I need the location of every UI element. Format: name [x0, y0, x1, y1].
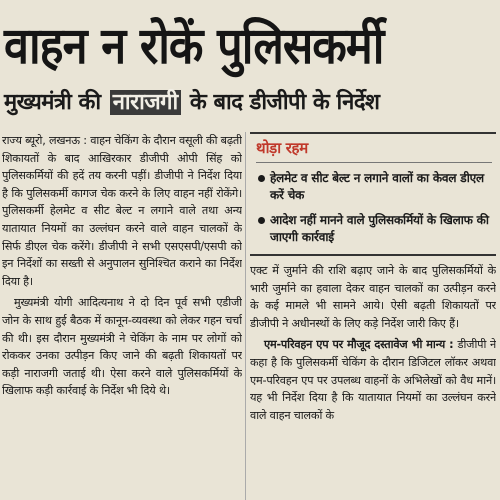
- right-subheading-paragraph: [250, 336, 496, 424]
- box-bullet-text: हेलमेट व सीट बेल्ट न लगाने वालों का केवल डीएल करें चेक: [270, 171, 484, 202]
- subhead-before: मुख्यमंत्री की: [4, 90, 101, 115]
- subhead-highlight: नाराजगी: [110, 90, 181, 115]
- headline: वाहन न रोकें पुलिसकर्मी: [4, 15, 384, 76]
- box-bullet-text: आदेश नहीं मानने वाले पुलिसकर्मियों के खिलाफ की जाएगी कार्रवाई: [270, 213, 489, 244]
- bullet-dot-icon: [258, 175, 265, 182]
- box-rule: [256, 162, 492, 163]
- column-divider: [245, 132, 246, 500]
- box-bullet: [258, 170, 492, 204]
- right-column: [250, 262, 496, 500]
- left-paragraph-2: मुख्यमंत्री योगी आदित्यनाथ ने दो दिन पूर्व सभी एडीजी जोन के साथ हुई बैठक में कानून-व्यवस्था को लेकर गहन चर्चा की थी। इस दौरान मुख्यमंत्री ने चेकिंग के नाम पर लोगों को रोककर उनका उत्पीड़न किए जाने की बढ़ती शिकायतों पर कड़ी नाराजगी जताई थी। ऐसा करने वाले पुलिसकर्मियों के खिलाफ कड़ी कार्रवाई के निर्देश भी दिये थे।: [2, 296, 242, 398]
- box-title: थोड़ा रहम: [256, 139, 308, 157]
- box-bullet: [258, 212, 492, 246]
- left-paragraph-1: राज्य ब्यूरो, लखनऊ : वाहन चेकिंग के दौरान वसूली की बढ़ती शिकायतों के बाद आखिरकार डीजीपी ओपी सिंह को पुलिसकर्मियों की हदें तय करनी पड़ीं। डीजीपी ने निर्देश दिया है कि पुलिसकर्मी कागज चेक करने के लिए वाहन नहीं रोकेंगे। पुलिसकर्मी हेलमेट व सीट बेल्ट न लगाने वाले तथा अन्य यातायात नियमों का उल्लंघन करने वाले वाहन चालकों के सिर्फ डीएल चेक करेंगे। डीजीपी ने सभी एसएसपी/एसपी को इन निर्देशों का सख्ती से अनुपालन सुनिश्चित कराने का निर्देश दिया है।: [2, 134, 242, 288]
- right-paragraph-1: एक्ट में जुर्माने की राशि बढ़ाए जाने के बाद पुलिसकर्मियों के भारी जुर्माने का हवाला देकर वाहन चालकों का उत्पीड़न करने के कई मामले भी सामने आये। ऐसी बढ़ती शिकायतों पर डीजीपी ने अधीनस्थों के लिए कड़े निर्देश जारी किए हैं।: [250, 264, 496, 330]
- highlight-box: [250, 132, 496, 256]
- right-subheading: एम-परिवहन एप पर मौजूद दस्तावेज भी मान्य :: [264, 338, 454, 352]
- right-paragraph-2: डीजीपी ने कहा है कि पुलिसकर्मी चेकिंग के दौरान डिजिटल लॉकर अथवा एम-परिवहन एप पर उपलब्ध वाहनों के अभिलेखों को वैध मानें। यह भी निर्देश दिया है कि यातायात नियमों का उल्लंघन करने वाले वाहन चालकों के: [250, 338, 496, 422]
- subheadline: [4, 86, 496, 120]
- left-column: [2, 132, 242, 500]
- subhead-after: के बाद डीजीपी के निर्देश: [189, 90, 380, 115]
- bullet-dot-icon: [258, 217, 265, 224]
